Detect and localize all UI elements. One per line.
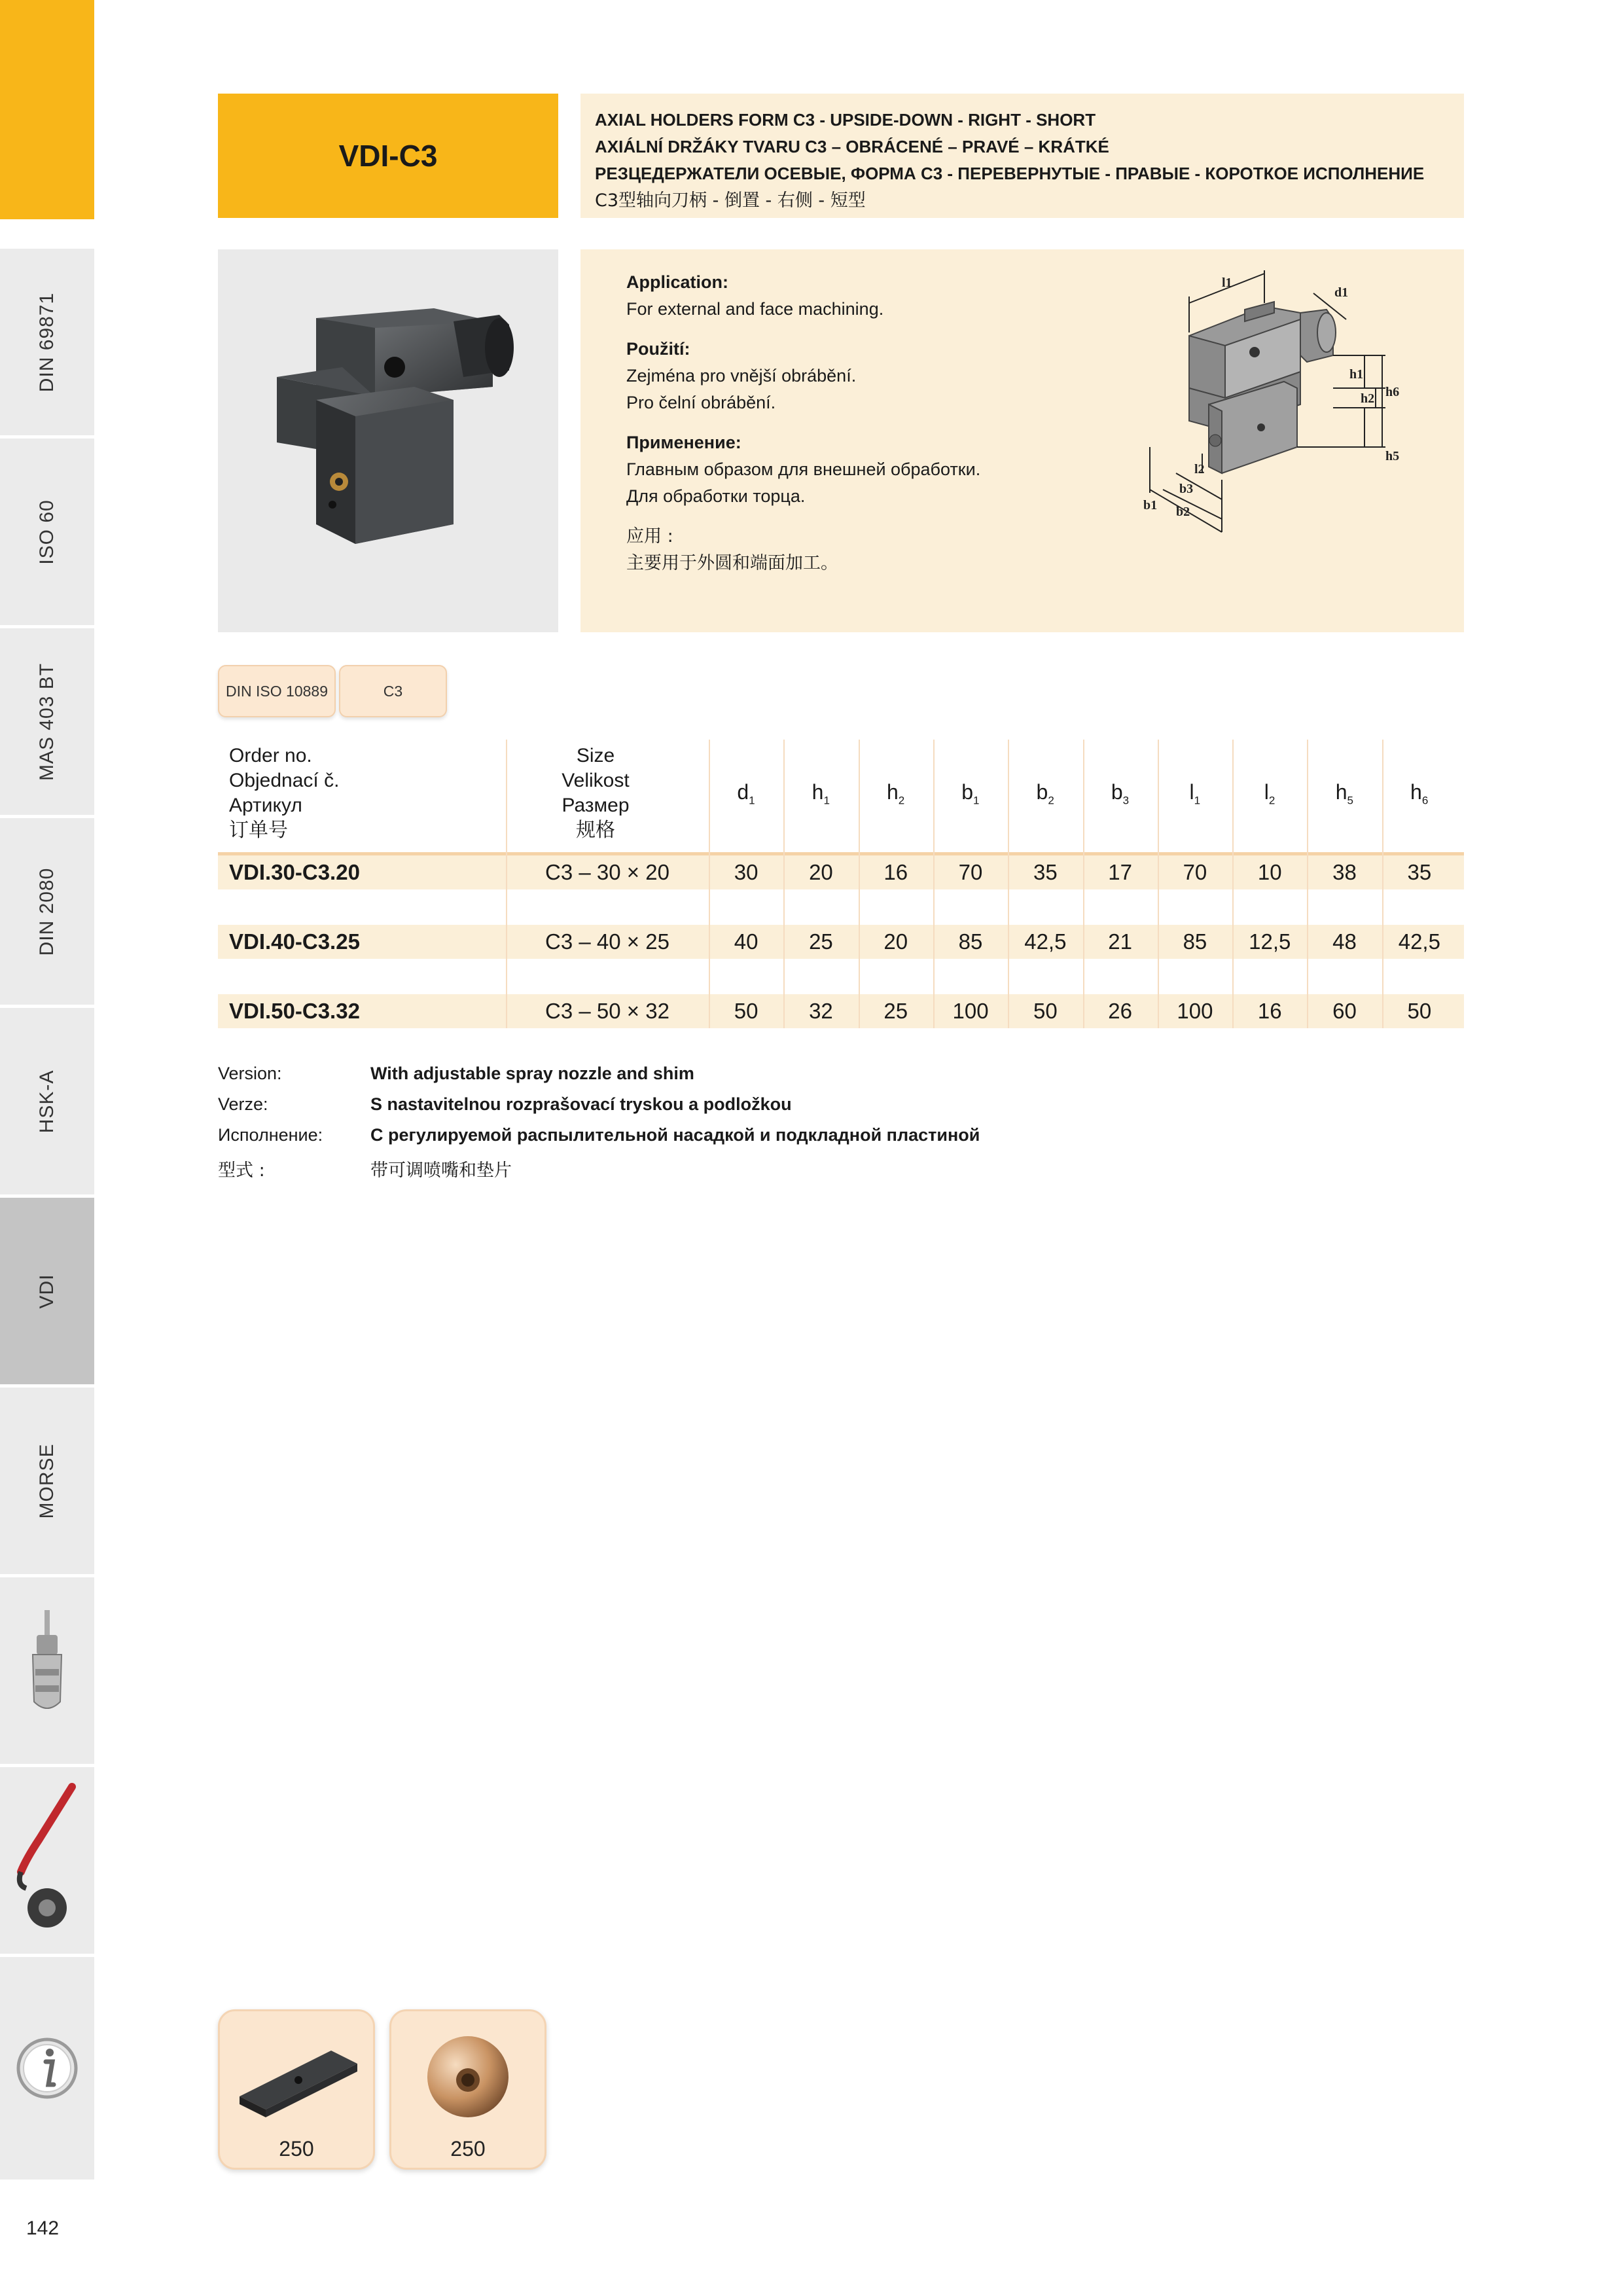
column-subscript: 6 xyxy=(1421,794,1429,807)
description-en: AXIAL HOLDERS FORM C3 - UPSIDE-DOWN - RIGHT - SHORT xyxy=(595,110,1096,130)
dimension-cell: 100 xyxy=(1177,999,1213,1023)
sidebar-tab-accessories[interactable] xyxy=(0,1764,94,1954)
sidebar-tab-label: MORSE xyxy=(36,1443,58,1519)
dimension-cell: 30 xyxy=(734,860,758,884)
dimension-cell: 16 xyxy=(1257,999,1282,1023)
page-number: 142 xyxy=(26,2217,60,2239)
column-symbol: l xyxy=(1189,780,1194,804)
column-header-d1 xyxy=(709,780,783,807)
description-cn: C3型轴向刀柄 - 倒置 - 右侧 - 短型 xyxy=(595,190,866,211)
dim-b1: b1 xyxy=(1143,498,1158,512)
dimension-cell: 50 xyxy=(1033,999,1058,1023)
column-divider xyxy=(506,740,507,1028)
order-header-cz: Objednací č. xyxy=(229,770,340,791)
column-symbol: h xyxy=(1410,780,1422,804)
column-divider xyxy=(709,740,710,1028)
application-text-cz-1: Zejména pro vnější obrábění. xyxy=(626,366,857,386)
dimension-cell: 12,5 xyxy=(1249,929,1291,954)
column-symbol: l xyxy=(1264,780,1269,804)
size-header-cn: 规格 xyxy=(576,819,615,842)
column-subscript: 1 xyxy=(749,794,755,807)
dim-l2: l2 xyxy=(1194,462,1205,476)
size-header xyxy=(507,744,684,843)
sidebar-tab-label: HSK-A xyxy=(36,1069,58,1133)
description-cz: AXIÁLNÍ DRŽÁKY TVARU C3 – OBRÁCENÉ – PRAVÉ – KRÁTKÉ xyxy=(595,137,1109,156)
size-cell: C3 – 50 × 32 xyxy=(545,999,669,1023)
column-subscript: 1 xyxy=(973,794,980,807)
dimension-cell: 25 xyxy=(883,999,908,1023)
dimension-cell: 16 xyxy=(883,860,908,884)
column-symbol: h xyxy=(812,780,824,804)
sidebar-tab-label: ISO 60 xyxy=(36,499,58,565)
size-cell: C3 – 30 × 20 xyxy=(545,860,669,884)
dimension-cell: 42,5 xyxy=(1398,929,1440,954)
application-heading-en: Application: xyxy=(626,272,728,292)
dimension-cell: 10 xyxy=(1257,860,1282,884)
dimension-cell: 20 xyxy=(809,860,833,884)
application-text xyxy=(626,269,1019,577)
table-row[interactable] xyxy=(218,994,1464,1028)
column-divider xyxy=(1307,740,1308,1028)
dimensions-table xyxy=(218,740,1464,1023)
order-header-cn: 订单号 xyxy=(229,819,288,842)
version-label-cn: 型式 : xyxy=(218,1160,265,1181)
application-heading-cz: Použití: xyxy=(626,339,690,359)
sidebar-tab-info[interactable] xyxy=(0,1954,94,2179)
column-divider xyxy=(1083,740,1084,1028)
table-header xyxy=(218,740,1464,855)
size-cell: C3 – 40 × 25 xyxy=(545,929,669,954)
column-subscript: 2 xyxy=(1048,794,1054,807)
application-heading-cn: 应用 : xyxy=(626,526,673,547)
column-header-l2 xyxy=(1232,780,1307,807)
drill-chuck-icon xyxy=(0,1577,94,1767)
sidebar-tab-din-69871[interactable] xyxy=(0,245,94,435)
product-description xyxy=(580,94,1464,218)
column-divider xyxy=(859,740,860,1028)
column-header-h5 xyxy=(1307,780,1382,807)
dimension-cell: 21 xyxy=(1108,929,1132,954)
dimension-cell: 50 xyxy=(734,999,758,1023)
version-value-ru: С регулируемой распылительной насадкой и подкладной пластиной xyxy=(370,1125,980,1145)
dim-d1: d1 xyxy=(1334,285,1349,300)
order-number-cell: VDI.30-C3.20 xyxy=(229,860,360,884)
dimension-cell: 35 xyxy=(1407,860,1432,884)
product-photo xyxy=(218,249,558,632)
sidebar-tab-label: DIN 2080 xyxy=(36,867,58,956)
application-text-ru-2: Для обработки торца. xyxy=(626,486,806,506)
table-row[interactable] xyxy=(218,925,1464,959)
order-header xyxy=(229,744,339,843)
size-header-ru: Размер xyxy=(562,795,630,816)
dimension-cell: 70 xyxy=(958,860,983,884)
vdi-holder-photo-icon xyxy=(218,249,558,632)
order-number-cell: VDI.50-C3.32 xyxy=(229,999,360,1023)
dimension-cell: 48 xyxy=(1332,929,1357,954)
dimension-cell: 70 xyxy=(1183,860,1207,884)
column-divider xyxy=(1232,740,1234,1028)
dim-b3: b3 xyxy=(1179,482,1194,496)
accessory-nozzle-value: 250 xyxy=(450,2137,486,2161)
column-header-l1 xyxy=(1158,780,1232,807)
application-text-ru-1: Главным образом для внешней обработки. xyxy=(626,459,981,479)
order-header-ru: Артикул xyxy=(229,795,302,816)
column-header-b1 xyxy=(933,780,1008,807)
column-divider xyxy=(1158,740,1159,1028)
sidebar-tab-hsk-a[interactable] xyxy=(0,1005,94,1194)
dimension-cell: 40 xyxy=(734,929,758,954)
dim-h6: h6 xyxy=(1385,385,1400,399)
tag-standard: DIN ISO 10889 xyxy=(218,665,336,717)
column-symbol: h xyxy=(886,780,899,804)
tag-form: C3 xyxy=(339,665,447,717)
order-header-en: Order no. xyxy=(229,745,312,766)
table-row[interactable] xyxy=(218,855,1464,889)
version-value-cz: S nastavitelnou rozprašovací tryskou a podložkou xyxy=(370,1094,792,1114)
dimension-cell: 20 xyxy=(883,929,908,954)
info-icon xyxy=(0,1957,94,2183)
column-header-h1 xyxy=(783,780,858,807)
column-symbol: b xyxy=(961,780,974,804)
order-number-cell: VDI.40-C3.25 xyxy=(229,929,360,954)
column-divider xyxy=(1382,740,1383,1028)
application-text-cn: 主要用于外圆和端面加工。 xyxy=(626,553,838,573)
dim-b2: b2 xyxy=(1176,505,1190,519)
column-symbol: d xyxy=(737,780,749,804)
column-symbol: b xyxy=(1111,780,1123,804)
sidebar-tab-drill-chucks[interactable] xyxy=(0,1574,94,1764)
description-ru: РЕЗЦЕДЕРЖАТЕЛИ ОСЕВЫЕ, ФОРМА C3 - ПЕРЕВЕРНУТЫЕ - ПРАВЫЕ - КОРОТКОЕ ИСПОЛНЕНИЕ xyxy=(595,164,1425,183)
sidebar-tab-morse[interactable] xyxy=(0,1384,94,1574)
dimension-cell: 85 xyxy=(958,929,983,954)
version-label-en: Version: xyxy=(218,1064,282,1083)
dimension-cell: 17 xyxy=(1108,860,1132,884)
column-divider xyxy=(783,740,785,1028)
application-text-cz-2: Pro čelní obrábění. xyxy=(626,393,776,412)
application-panel xyxy=(580,249,1464,632)
sidebar-tab-mas-403-bt[interactable] xyxy=(0,625,94,815)
column-divider xyxy=(1008,740,1009,1028)
dimension-cell: 32 xyxy=(809,999,833,1023)
dimension-cell: 50 xyxy=(1407,999,1432,1023)
column-subscript: 1 xyxy=(1194,794,1201,807)
column-subscript: 5 xyxy=(1347,794,1354,807)
dimension-cell: 85 xyxy=(1183,929,1207,954)
sidebar-tab-label: DIN 69871 xyxy=(36,292,58,392)
column-symbol: h xyxy=(1335,780,1347,804)
version-label-cz: Verze: xyxy=(218,1094,268,1114)
product-title: VDI-C3 xyxy=(218,94,558,218)
column-subscript: 3 xyxy=(1122,794,1130,807)
column-header-h6 xyxy=(1382,780,1457,807)
sidebar-tab-label: VDI xyxy=(36,1273,58,1309)
dimension-cell: 25 xyxy=(809,929,833,954)
dim-h2: h2 xyxy=(1361,391,1375,406)
version-value-en: With adjustable spray nozzle and shim xyxy=(370,1064,694,1083)
size-header-en: Size xyxy=(576,745,615,766)
accessory-shim-value: 250 xyxy=(279,2137,314,2161)
shim-plate-icon xyxy=(220,2018,373,2136)
dimension-cell: 60 xyxy=(1332,999,1357,1023)
sidebar-tab-iso-60[interactable] xyxy=(0,435,94,625)
version-label-ru: Исполнение: xyxy=(218,1125,323,1145)
accessory-shim[interactable] xyxy=(218,2009,375,2170)
dim-h5: h5 xyxy=(1385,449,1400,463)
dimension-cell: 38 xyxy=(1332,860,1357,884)
sidebar-tab-label: MAS 403 BT xyxy=(36,662,58,781)
column-divider xyxy=(933,740,935,1028)
column-subscript: 2 xyxy=(898,794,905,807)
sidebar-tab-vdi[interactable] xyxy=(0,1194,94,1384)
sidebar-nav xyxy=(0,0,94,2179)
dimension-cell: 26 xyxy=(1108,999,1132,1023)
application-heading-ru: Применение: xyxy=(626,433,741,452)
spray-nozzle-ball-icon xyxy=(391,2018,544,2136)
dim-h1: h1 xyxy=(1349,367,1364,382)
column-symbol: b xyxy=(1036,780,1048,804)
sidebar-tab-din-2080[interactable] xyxy=(0,815,94,1005)
dimension-cell: 35 xyxy=(1033,860,1058,884)
dimension-cell: 42,5 xyxy=(1024,929,1067,954)
column-header-b3 xyxy=(1083,780,1158,807)
version-value-cn: 带可调喷嘴和垫片 xyxy=(370,1160,512,1181)
column-subscript: 1 xyxy=(823,794,830,807)
dim-l1: l1 xyxy=(1222,276,1232,290)
column-header-b2 xyxy=(1008,780,1082,807)
size-header-cz: Velikost xyxy=(562,770,630,791)
application-text-en: For external and face machining. xyxy=(626,299,884,319)
column-subscript: 2 xyxy=(1268,794,1275,807)
hook-wrench-icon xyxy=(0,1767,94,1957)
sidebar-accent-block xyxy=(0,0,94,219)
dimension-cell: 100 xyxy=(952,999,989,1023)
accessory-spray-nozzle[interactable] xyxy=(389,2009,546,2170)
dimension-drawing xyxy=(1124,257,1464,624)
column-header-h2 xyxy=(859,780,933,807)
